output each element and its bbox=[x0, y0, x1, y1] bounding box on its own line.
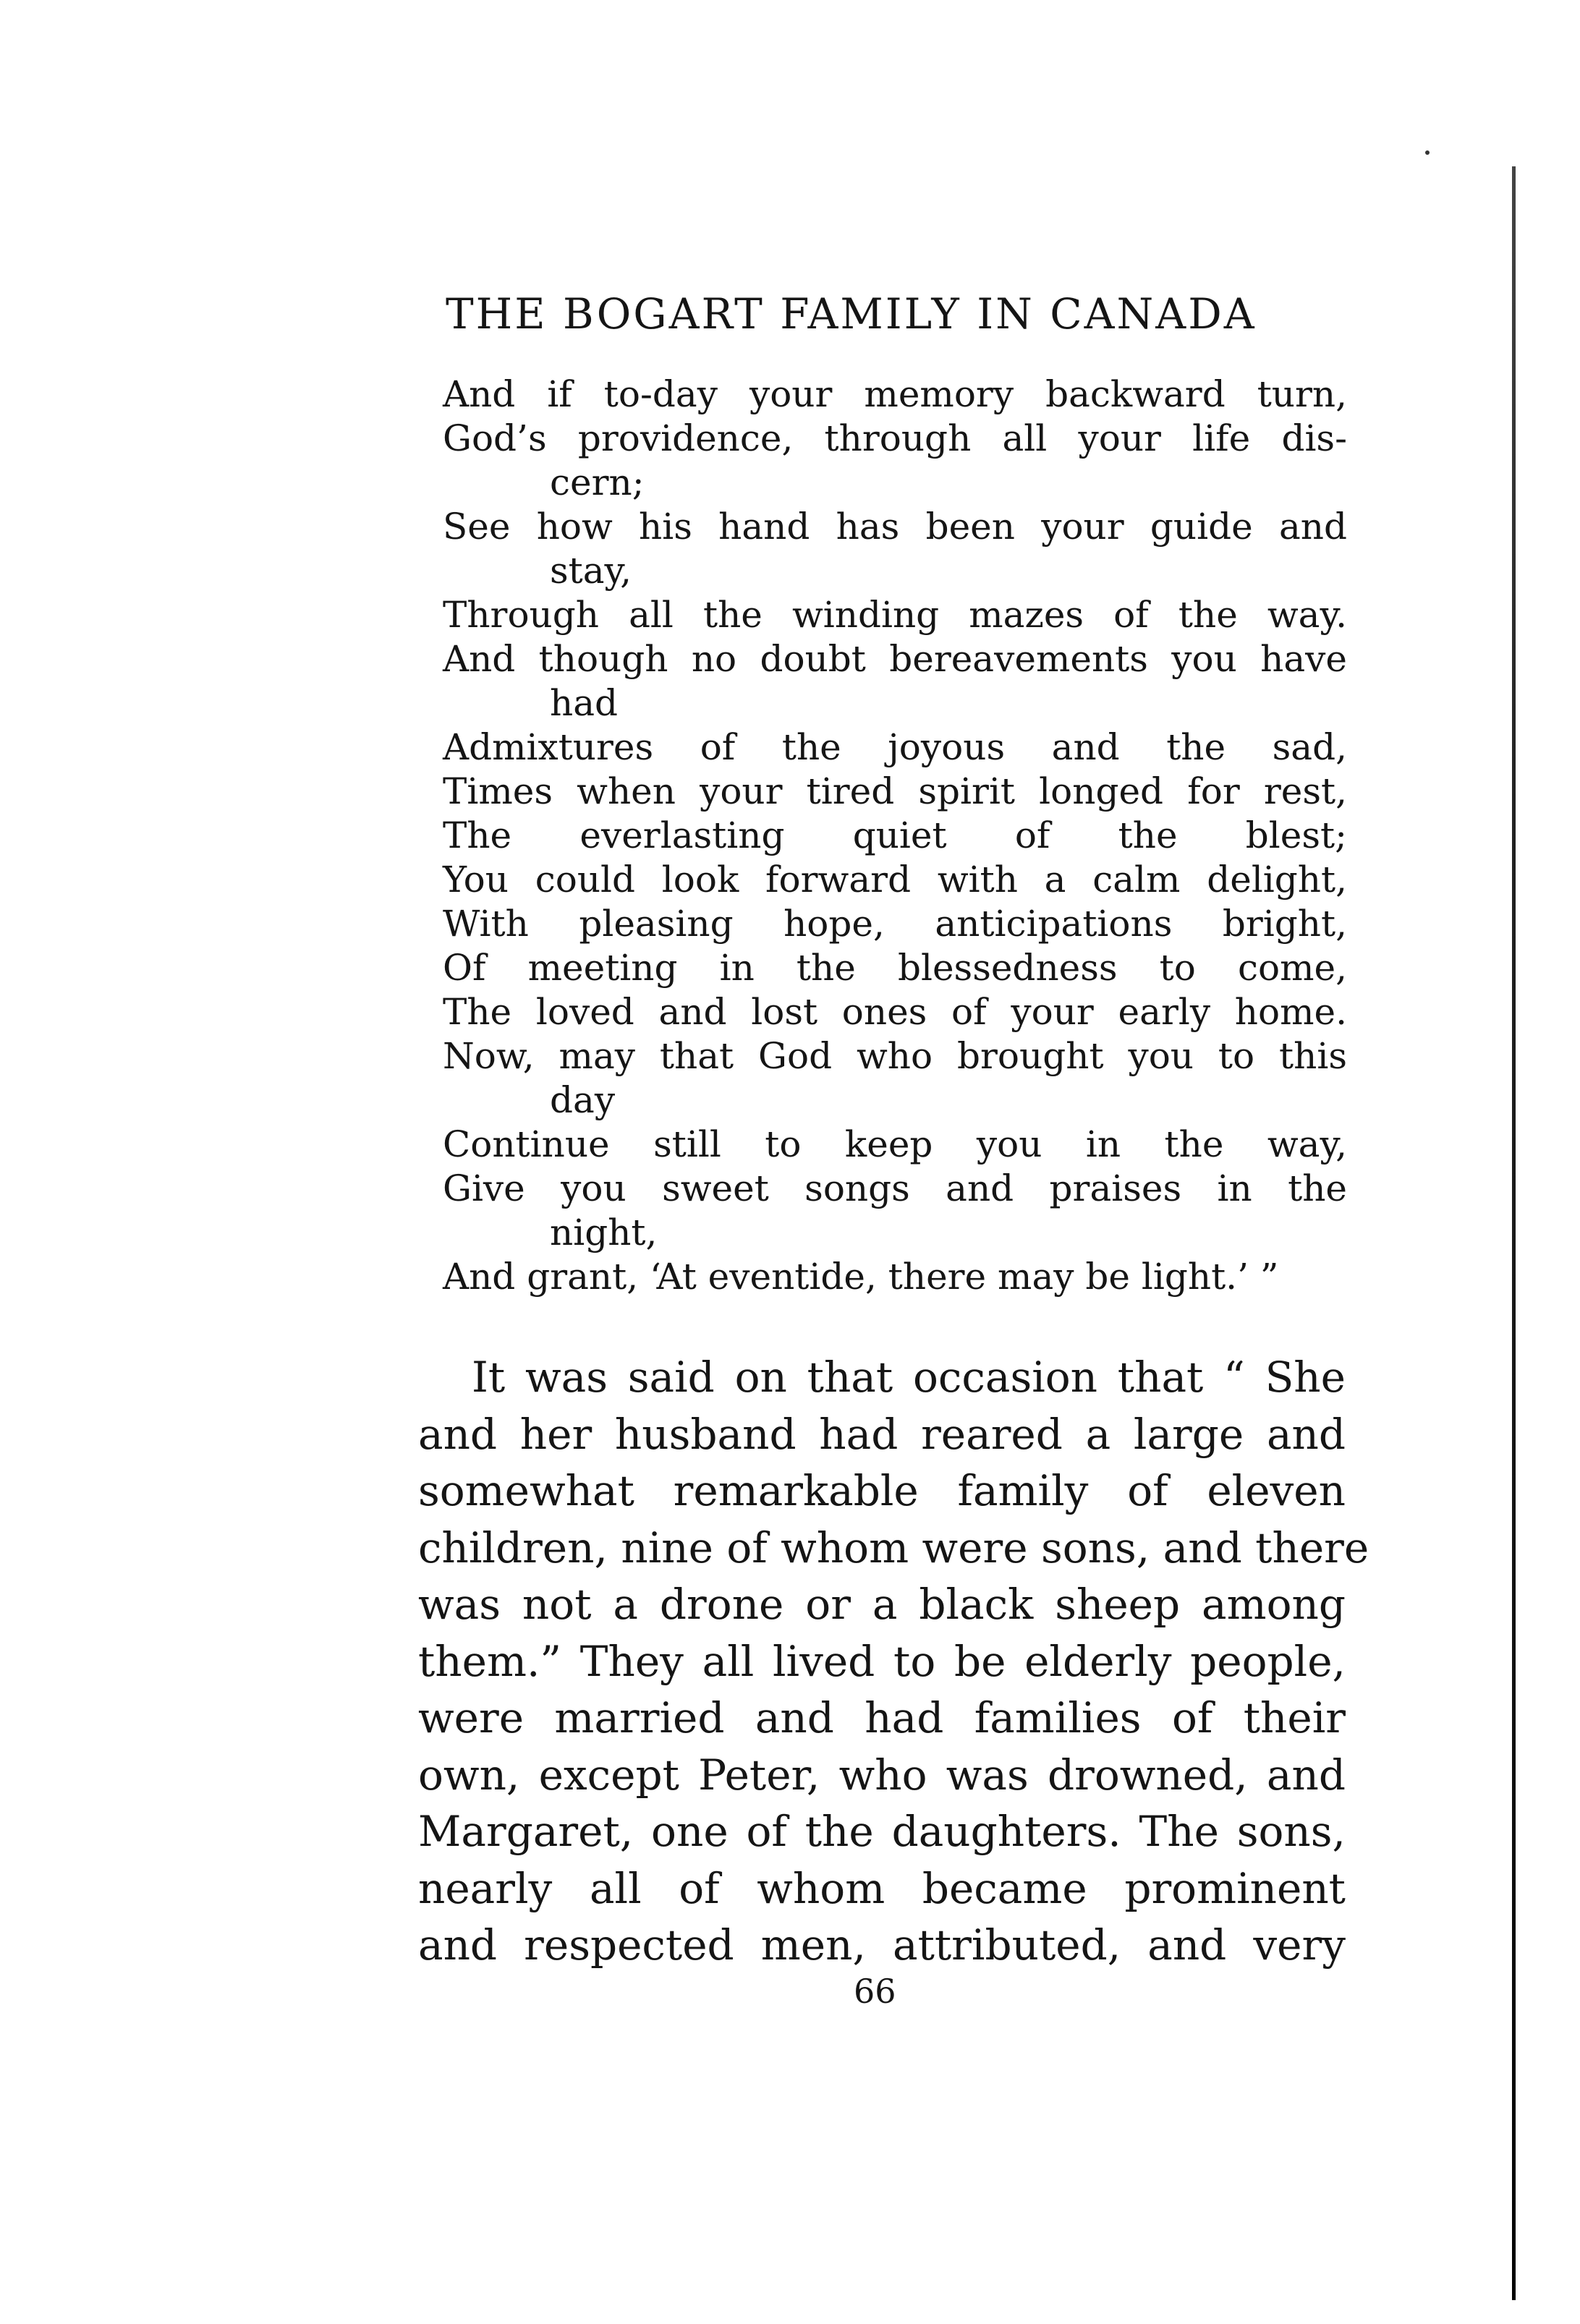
poem-line: With pleasing hope, anticipations bright, bbox=[443, 903, 1347, 945]
scan-speck bbox=[1425, 150, 1430, 155]
poem-line: And if to-day your memory backward turn, bbox=[443, 373, 1347, 415]
poem bbox=[443, 373, 1347, 1299]
prose-line: somewhat remarkable family of eleven bbox=[418, 1466, 1346, 1515]
prose-line: and her husband had reared a large and bbox=[418, 1409, 1346, 1459]
poem-line: Admixtures of the joyous and the sad, bbox=[443, 726, 1347, 768]
poem-line: Through all the winding mazes of the way. bbox=[443, 594, 1347, 636]
running-head: THE BOGART FAMILY IN CANADA bbox=[446, 289, 1257, 339]
poem-line: The everlasting quiet of the blest; bbox=[443, 814, 1347, 856]
prose-line: nearly all of whom became prominent bbox=[418, 1863, 1346, 1913]
prose-line: was not a drone or a black sheep among bbox=[418, 1580, 1346, 1629]
poem-line: The loved and lost ones of your early home. bbox=[443, 991, 1347, 1033]
poem-line: night, bbox=[550, 1212, 658, 1253]
poem-line: Give you sweet songs and praises in the bbox=[443, 1167, 1347, 1209]
page-number: 66 bbox=[854, 1972, 896, 2011]
poem-line: You could look forward with a calm delight, bbox=[443, 859, 1347, 901]
prose-paragraph bbox=[418, 1349, 1369, 1974]
poem-line: God’s providence, through all your life dis- bbox=[443, 417, 1347, 459]
poem-line: Of meeting in the blessedness to come, bbox=[443, 947, 1347, 989]
poem-line: See how his hand has been your guide and bbox=[443, 506, 1347, 548]
prose-line: and respected men, attributed, and very bbox=[418, 1920, 1346, 1970]
poem-line: had bbox=[550, 682, 619, 724]
poem-line: Times when your tired spirit longed for rest, bbox=[443, 770, 1347, 812]
prose-line: own, except Peter, who was drowned, and bbox=[418, 1750, 1346, 1800]
prose-line: them.” They all lived to be elderly people, bbox=[418, 1636, 1346, 1686]
poem-line: Continue still to keep you in the way, bbox=[443, 1123, 1347, 1165]
poem-line: And grant, ‘At eventide, there may be light.’ ” bbox=[443, 1256, 1279, 1298]
prose-line: were married and had families of their bbox=[418, 1693, 1346, 1742]
poem-line: Now, may that God who brought you to this bbox=[443, 1035, 1347, 1077]
poem-line: stay, bbox=[550, 550, 632, 592]
page-edge-shadow bbox=[1512, 166, 1516, 2300]
poem-line: day bbox=[550, 1079, 616, 1121]
poem-line: And though no doubt bereavements you have bbox=[443, 638, 1347, 680]
prose-line: children, nine of whom were sons, and there bbox=[418, 1523, 1369, 1572]
prose-line: It was said on that occasion that “ She bbox=[472, 1353, 1346, 1402]
poem-line: cern; bbox=[550, 461, 645, 503]
prose-line: Margaret, one of the daughters. The sons, bbox=[418, 1807, 1346, 1856]
